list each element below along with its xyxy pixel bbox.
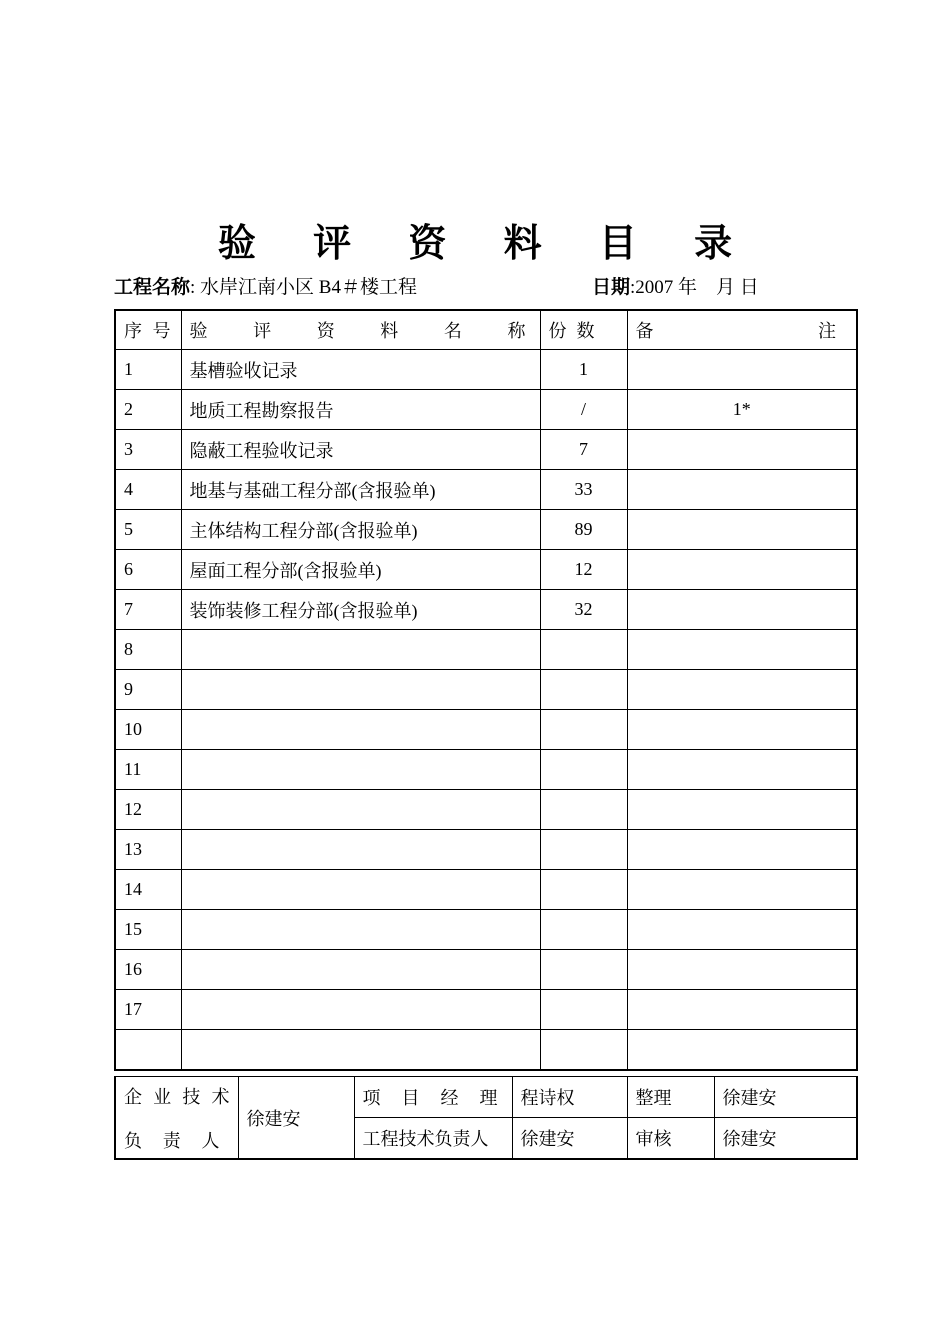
table-row xyxy=(115,510,857,550)
row-name xyxy=(181,910,540,950)
row-remark xyxy=(627,510,857,550)
project-separator: : xyxy=(190,277,196,298)
row-seq: 7 xyxy=(115,590,181,630)
pm-name: 程诗权 xyxy=(512,1077,627,1118)
row-copies: / xyxy=(540,390,627,430)
header-name xyxy=(181,310,540,350)
date-line xyxy=(592,272,759,299)
row-copies: 1 xyxy=(540,350,627,390)
row-copies xyxy=(540,710,627,750)
document-title: 验 评 资 料 目 录 xyxy=(217,221,755,265)
catalog-table xyxy=(114,309,858,1071)
header-seq-char: 序 xyxy=(124,321,142,341)
row-copies xyxy=(540,630,627,670)
row-seq: 12 xyxy=(115,790,181,830)
row-seq: 1 xyxy=(115,350,181,390)
row-name: 地质工程勘察报告 xyxy=(181,390,540,430)
pm-label-cell xyxy=(354,1077,512,1118)
row-seq: 8 xyxy=(115,630,181,670)
header-name-char: 称 xyxy=(507,321,526,341)
table-row xyxy=(115,550,857,590)
row-name: 基槽验收记录 xyxy=(181,350,540,390)
row-remark xyxy=(627,590,857,630)
row-remark xyxy=(627,630,857,670)
row-copies xyxy=(540,950,627,990)
organize-name: 徐建安 xyxy=(714,1077,857,1118)
row-name xyxy=(181,670,540,710)
tech-head-label-char: 负 xyxy=(124,1130,142,1151)
row-remark xyxy=(627,870,857,910)
row-seq: 6 xyxy=(115,550,181,590)
pm-label-char: 目 xyxy=(401,1088,420,1108)
table-row xyxy=(115,470,857,510)
row-seq: 3 xyxy=(115,430,181,470)
tech-head-label-cell xyxy=(115,1077,238,1160)
header-name-char: 料 xyxy=(380,321,399,341)
header-name-char: 验 xyxy=(189,321,208,341)
row-name: 隐蔽工程验收记录 xyxy=(181,430,540,470)
table-row xyxy=(115,710,857,750)
row-copies: 89 xyxy=(540,510,627,550)
header-seq xyxy=(115,310,181,350)
eng-tech-label: 工程技术负责人 xyxy=(354,1118,512,1160)
table-row xyxy=(115,390,857,430)
project-value: 水岸江南小区 B4＃楼工程 xyxy=(195,277,417,298)
row-remark xyxy=(627,430,857,470)
row-copies xyxy=(540,990,627,1030)
review-name: 徐建安 xyxy=(714,1118,857,1160)
row-name xyxy=(181,790,540,830)
row-name xyxy=(181,710,540,750)
row-name xyxy=(181,750,540,790)
row-seq xyxy=(115,1030,181,1071)
row-name: 主体结构工程分部(含报验单) xyxy=(181,510,540,550)
table-row xyxy=(115,870,857,910)
table-header-row xyxy=(115,310,857,350)
row-copies xyxy=(540,1030,627,1071)
review-label: 审核 xyxy=(627,1118,714,1160)
header-copies-char: 数 xyxy=(576,321,595,341)
row-remark xyxy=(627,710,857,750)
row-name xyxy=(181,1030,540,1071)
row-seq: 11 xyxy=(115,750,181,790)
tech-head-name: 徐建安 xyxy=(238,1077,354,1160)
row-remark xyxy=(627,910,857,950)
project-label: 工程名称 xyxy=(114,276,191,298)
row-remark xyxy=(627,470,857,510)
row-copies xyxy=(540,870,627,910)
pm-label-char: 项 xyxy=(362,1088,381,1108)
header-name-char: 评 xyxy=(253,321,272,341)
date-separator: : xyxy=(630,277,636,298)
row-seq: 10 xyxy=(115,710,181,750)
row-seq: 14 xyxy=(115,870,181,910)
row-name xyxy=(181,870,540,910)
row-seq: 9 xyxy=(115,670,181,710)
header-name-char: 名 xyxy=(443,321,462,341)
header-remark-char: 备 xyxy=(635,321,654,341)
pm-label-char: 理 xyxy=(479,1088,498,1108)
row-name: 地基与基础工程分部(含报验单) xyxy=(181,470,540,510)
tech-head-label-char: 人 xyxy=(201,1130,220,1151)
header-seq-char: 号 xyxy=(152,321,171,341)
table-row xyxy=(115,830,857,870)
row-seq: 5 xyxy=(115,510,181,550)
row-name xyxy=(181,830,540,870)
tech-head-label-char: 技 xyxy=(182,1086,201,1107)
table-row xyxy=(115,990,857,1030)
signature-table xyxy=(114,1076,858,1160)
header-remark-char: 注 xyxy=(818,321,836,341)
header-copies-char: 份 xyxy=(548,321,567,341)
row-copies xyxy=(540,750,627,790)
row-remark xyxy=(627,830,857,870)
row-copies xyxy=(540,670,627,710)
header-copies xyxy=(540,310,627,350)
row-name: 屋面工程分部(含报验单) xyxy=(181,550,540,590)
table-row xyxy=(115,350,857,390)
row-remark xyxy=(627,950,857,990)
row-copies: 7 xyxy=(540,430,627,470)
row-remark xyxy=(627,550,857,590)
row-name xyxy=(181,990,540,1030)
table-row xyxy=(115,430,857,470)
row-seq: 13 xyxy=(115,830,181,870)
row-seq: 17 xyxy=(115,990,181,1030)
pm-label-char: 经 xyxy=(440,1088,459,1108)
tech-head-label-char: 业 xyxy=(153,1086,172,1107)
date-label: 日期 xyxy=(592,276,631,298)
header-name-char: 资 xyxy=(316,321,335,341)
tech-head-label-char: 企 xyxy=(124,1086,142,1107)
table-row xyxy=(115,630,857,670)
row-copies: 12 xyxy=(540,550,627,590)
row-name xyxy=(181,950,540,990)
table-row xyxy=(115,910,857,950)
table-row xyxy=(115,670,857,710)
row-seq: 16 xyxy=(115,950,181,990)
tech-head-label-char: 术 xyxy=(211,1086,230,1107)
row-seq: 2 xyxy=(115,390,181,430)
date-value: 2007 年 月 日 xyxy=(635,277,759,298)
row-remark xyxy=(627,670,857,710)
project-line xyxy=(114,272,417,299)
organize-label: 整理 xyxy=(627,1077,714,1118)
row-seq: 15 xyxy=(115,910,181,950)
row-copies xyxy=(540,910,627,950)
row-remark: 1* xyxy=(627,390,857,430)
table-row xyxy=(115,790,857,830)
row-remark xyxy=(627,790,857,830)
eng-tech-name: 徐建安 xyxy=(512,1118,627,1160)
table-row xyxy=(115,950,857,990)
row-copies xyxy=(540,790,627,830)
row-remark xyxy=(627,990,857,1030)
row-copies xyxy=(540,830,627,870)
row-name: 装饰装修工程分部(含报验单) xyxy=(181,590,540,630)
row-remark xyxy=(627,750,857,790)
tech-head-label-char: 责 xyxy=(162,1130,181,1151)
row-remark xyxy=(627,1030,857,1071)
row-copies: 33 xyxy=(540,470,627,510)
table-row xyxy=(115,1030,857,1071)
table-row xyxy=(115,750,857,790)
row-copies: 32 xyxy=(540,590,627,630)
row-seq: 4 xyxy=(115,470,181,510)
header-remark xyxy=(627,310,857,350)
row-remark xyxy=(627,350,857,390)
row-name xyxy=(181,630,540,670)
table-row xyxy=(115,590,857,630)
